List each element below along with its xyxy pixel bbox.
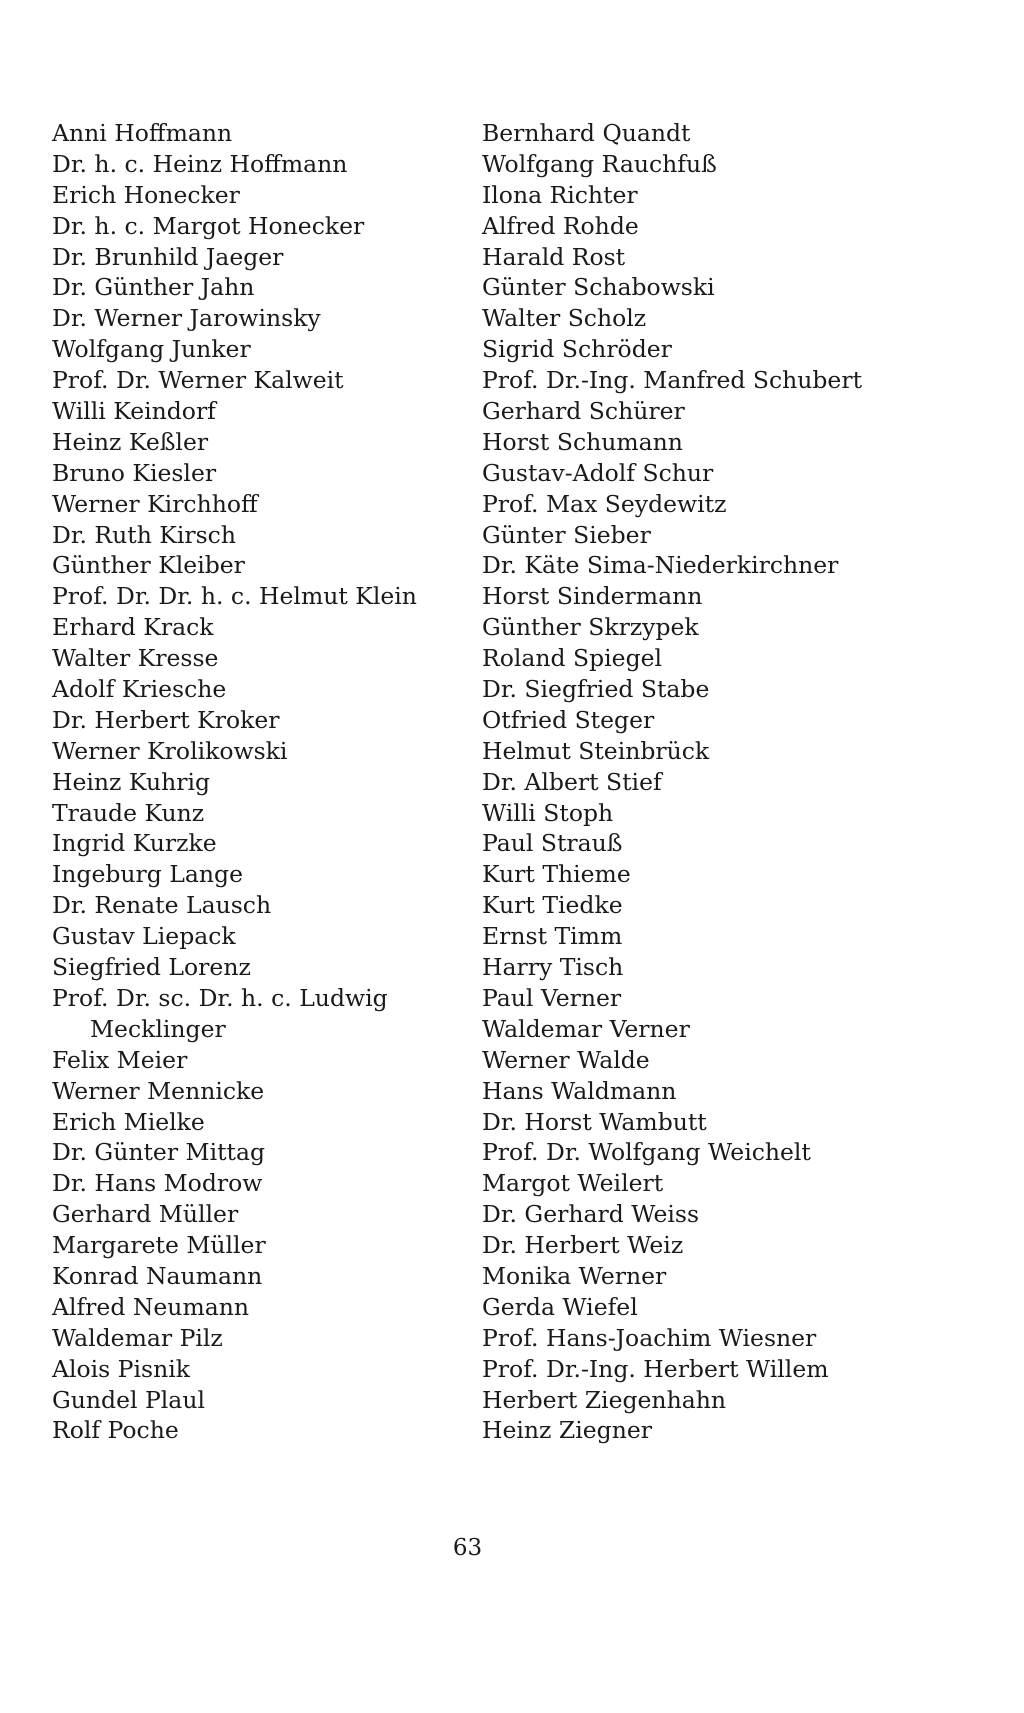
list-item: Margot Weilert [482, 1169, 664, 1198]
list-item: Otfried Steger [482, 705, 655, 734]
list-item: Konrad Naumann [52, 1261, 263, 1290]
list-item: Dr. Herbert Kroker [52, 705, 280, 734]
list-item: Günther Kleiber [52, 551, 245, 580]
list-item: Dr. Ruth Kirsch [52, 520, 236, 549]
list-item: Harry Tisch [482, 953, 624, 982]
list-item: Prof. Dr. sc. Dr. h. c. Ludwig [52, 983, 388, 1012]
list-item: Prof. Max Seydewitz [482, 489, 727, 518]
list-item: Waldemar Pilz [52, 1323, 223, 1352]
list-item: Alfred Rohde [482, 211, 639, 240]
list-item: Dr. Werner Jarowinsky [52, 304, 321, 333]
list-item: Werner Krolikowski [52, 736, 288, 765]
list-item: Waldemar Verner [482, 1014, 690, 1043]
list-item: Werner Walde [482, 1045, 650, 1074]
list-item: Dr. h. c. Margot Honecker [52, 211, 365, 240]
list-item: Werner Mennicke [52, 1076, 265, 1105]
list-item: Adolf Kriesche [52, 675, 227, 704]
list-item: Bruno Kiesler [52, 458, 217, 487]
list-item: Prof. Hans-Joachim Wiesner [482, 1323, 817, 1352]
list-item: Helmut Steinbrück [482, 736, 710, 765]
list-item: Paul Strauß [482, 829, 623, 858]
list-item: Dr. Gerhard Weiss [482, 1200, 700, 1229]
list-item: Anni Hoffmann [52, 119, 233, 147]
name-list-left [52, 118, 462, 1446]
list-item: Heinz Kuhrig [52, 767, 211, 796]
list-item: Alfred Neumann [52, 1292, 250, 1321]
list-item: Horst Sindermann [482, 582, 703, 611]
list-item: Gundel Plaul [52, 1385, 205, 1414]
list-item: Sigrid Schröder [482, 335, 672, 364]
list-item: Prof. Dr.-Ing. Herbert Willem [482, 1354, 829, 1383]
list-item: Felix Meier [52, 1045, 188, 1074]
list-item: Wolfgang Junker [52, 335, 251, 364]
list-item: Heinz Ziegner [482, 1416, 652, 1445]
list-item: Erich Mielke [52, 1107, 205, 1136]
list-item: Erhard Krack [52, 613, 214, 642]
list-item: Günter Schabowski [482, 273, 715, 302]
list-item: Siegfried Lorenz [52, 953, 251, 982]
list-item: Günter Sieber [482, 520, 651, 549]
list-item: Prof. Dr.-Ing. Manfred Schubert [482, 366, 863, 395]
list-item: Walter Scholz [482, 304, 647, 333]
list-item: Erich Honecker [52, 180, 240, 209]
list-item: Dr. h. c. Heinz Hoffmann [52, 149, 348, 178]
list-item: Paul Verner [482, 983, 622, 1012]
list-item: Willi Keindorf [52, 397, 216, 426]
list-item: Hans Waldmann [482, 1076, 677, 1105]
list-item: Dr. Horst Wambutt [482, 1107, 707, 1136]
list-item: Heinz Keßler [52, 427, 209, 456]
list-item: Ingeburg Lange [52, 860, 243, 889]
list-item: Gustav-Adolf Schur [482, 458, 714, 487]
list-item: Günther Skrzypek [482, 613, 699, 642]
list-item: Rolf Poche [52, 1416, 179, 1445]
list-item: Gustav Liepack [52, 922, 236, 951]
list-item: Prof. Dr. Dr. h. c. Helmut Klein [52, 582, 417, 611]
list-item-continuation: Mecklinger [90, 1014, 226, 1043]
list-item: Gerhard Schürer [482, 397, 685, 426]
list-item: Walter Kresse [52, 644, 219, 673]
list-item: Margarete Müller [52, 1231, 266, 1260]
list-item: Werner Kirchhoff [52, 489, 258, 518]
name-list-right [482, 118, 1002, 1446]
list-item: Ingrid Kurzke [52, 829, 217, 858]
list-item: Gerda Wiefel [482, 1292, 638, 1321]
list-item: Dr. Hans Modrow [52, 1169, 263, 1198]
list-item: Monika Werner [482, 1261, 667, 1290]
list-item: Gerhard Müller [52, 1200, 239, 1229]
list-item: Herbert Ziegenhahn [482, 1385, 726, 1414]
list-item: Dr. Siegfried Stabe [482, 675, 710, 704]
list-item: Roland Spiegel [482, 644, 663, 673]
list-item: Prof. Dr. Wolfgang Weichelt [482, 1138, 811, 1167]
list-item: Harald Rost [482, 242, 626, 271]
list-item: Horst Schumann [482, 427, 683, 456]
list-item: Dr. Günter Mittag [52, 1138, 266, 1167]
list-item: Bernhard Quandt [482, 119, 691, 147]
list-item: Ernst Timm [482, 922, 623, 951]
list-item: Prof. Dr. Werner Kalweit [52, 366, 344, 395]
list-item: Kurt Thieme [482, 860, 631, 889]
list-item: Traude Kunz [52, 798, 205, 827]
list-item: Dr. Günther Jahn [52, 273, 255, 302]
list-item: Ilona Richter [482, 180, 638, 209]
list-item: Alois Pisnik [52, 1354, 190, 1383]
list-item: Kurt Tiedke [482, 891, 623, 920]
list-item: Dr. Renate Lausch [52, 891, 272, 920]
page-number: 63 [452, 1535, 483, 1561]
list-item: Dr. Herbert Weiz [482, 1231, 684, 1260]
list-item: Dr. Albert Stief [482, 767, 662, 796]
list-item: Willi Stoph [482, 798, 614, 827]
list-item: Wolfgang Rauchfuß [482, 149, 717, 178]
list-item: Dr. Käte Sima-Niederkirchner [482, 551, 839, 580]
list-item: Dr. Brunhild Jaeger [52, 242, 284, 271]
